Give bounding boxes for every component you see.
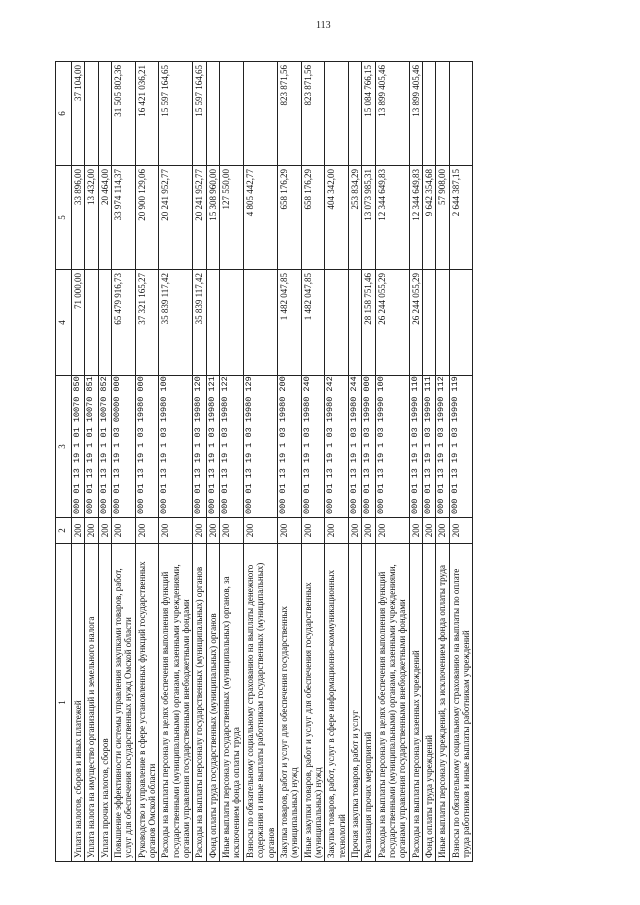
row-budget-code-cell: 000 01 13 19 1 03 19990 110 — [409, 376, 422, 518]
row-executed-cell: 9 642 354,68 — [422, 166, 435, 270]
row-executed-cell: 13 073 985,31 — [362, 166, 375, 270]
row-approved-cell: 1 482 047,85 — [301, 270, 325, 376]
table-row — [362, 62, 375, 862]
row-approved-cell — [85, 270, 98, 376]
row-executed-cell: 33 896,00 — [72, 166, 85, 270]
row-name-cell: Расходы на выплаты персоналу в целях обеспечения выполнения функций государственными (муниципальными) органами, казенными учреждениями, органами управления государственными внебюджетными фондами — [375, 544, 409, 862]
row-line-code-cell: 200 — [220, 518, 244, 544]
row-line-code-cell: 200 — [98, 518, 111, 544]
row-unexecuted-cell — [436, 62, 449, 166]
column-header: 6 — [56, 62, 72, 166]
row-approved-cell: 35 839 117,42 — [159, 270, 193, 376]
table-row — [436, 62, 449, 862]
row-name-cell: Иные выплаты персоналу государственных (муниципальных) органов, за исключением фонда оплаты труда — [220, 544, 244, 862]
row-approved-cell: 28 158 751,46 — [362, 270, 375, 376]
table-body — [72, 62, 473, 862]
row-line-code-cell: 200 — [85, 518, 98, 544]
row-line-code-cell: 200 — [301, 518, 325, 544]
row-name-cell: Иные выплаты персоналу учреждений, за исключением фонда оплаты труда — [436, 544, 449, 862]
table-row — [409, 62, 422, 862]
row-unexecuted-cell: 15 084 766,15 — [362, 62, 375, 166]
row-approved-cell — [220, 270, 244, 376]
header-row — [56, 62, 72, 862]
row-name-cell: Уплата прочих налогов, сборов — [98, 544, 111, 862]
table-row — [325, 62, 349, 862]
row-executed-cell: 12 344 649,83 — [375, 166, 409, 270]
table-row — [301, 62, 325, 862]
row-approved-cell — [325, 270, 349, 376]
table-row — [72, 62, 85, 862]
row-budget-code-cell: 000 01 13 19 1 03 19980 100 — [159, 376, 193, 518]
rotated-table-container — [55, 62, 575, 862]
row-name-cell: Иные закупки товаров, работ и услуг для обеспечения государственных (муниципальных) нужд — [301, 544, 325, 862]
row-line-code-cell: 200 — [112, 518, 136, 544]
row-name-cell: Руководство и управление в сфере установленных функций государственных органов Омской области — [135, 544, 159, 862]
row-approved-cell — [243, 270, 277, 376]
row-line-code-cell: 200 — [72, 518, 85, 544]
row-budget-code-cell: 000 01 13 19 1 01 10070 851 — [85, 376, 98, 518]
row-approved-cell — [449, 270, 473, 376]
row-line-code-cell: 200 — [243, 518, 277, 544]
row-executed-cell: 253 834,29 — [348, 166, 361, 270]
row-unexecuted-cell: 15 597 164,65 — [193, 62, 206, 166]
row-executed-cell: 20 241 952,77 — [159, 166, 193, 270]
row-unexecuted-cell — [85, 62, 98, 166]
row-name-cell: Расходы на выплаты персоналу в целях обеспечения выполнения функций государственными (муниципальными) органами, казенными учреждениями, органами управления государственными внебюджетными фондами — [159, 544, 193, 862]
row-line-code-cell: 200 — [135, 518, 159, 544]
row-executed-cell: 15 308 960,00 — [206, 166, 219, 270]
row-approved-cell — [98, 270, 111, 376]
row-approved-cell: 1 482 047,85 — [277, 270, 301, 376]
row-budget-code-cell: 000 01 13 19 1 03 19990 119 — [449, 376, 473, 518]
row-name-cell: Закупка товаров, работ, услуг в сфере информационно-коммуникационных технологий — [325, 544, 349, 862]
row-unexecuted-cell — [325, 62, 349, 166]
column-header: 4 — [56, 270, 72, 376]
row-name-cell: Повышение эффективности системы управления закупками товаров, работ, услуг для обеспечения государственных нужд Омской области — [112, 544, 136, 862]
row-approved-cell: 71 000,00 — [72, 270, 85, 376]
row-line-code-cell: 200 — [375, 518, 409, 544]
row-line-code-cell: 200 — [362, 518, 375, 544]
row-unexecuted-cell — [422, 62, 435, 166]
row-budget-code-cell: 000 01 13 19 1 03 00000 000 — [112, 376, 136, 518]
row-unexecuted-cell: 13 899 405,46 — [409, 62, 422, 166]
page-number: 113 — [316, 20, 331, 31]
row-unexecuted-cell — [206, 62, 219, 166]
row-approved-cell — [206, 270, 219, 376]
row-approved-cell — [436, 270, 449, 376]
row-approved-cell: 26 244 055,29 — [375, 270, 409, 376]
row-budget-code-cell: 000 01 13 19 1 03 19980 000 — [135, 376, 159, 518]
row-line-code-cell: 200 — [348, 518, 361, 544]
row-executed-cell: 404 342,00 — [325, 166, 349, 270]
row-unexecuted-cell — [449, 62, 473, 166]
table-row — [348, 62, 361, 862]
row-executed-cell: 33 974 114,37 — [112, 166, 136, 270]
budget-table — [55, 61, 473, 862]
row-unexecuted-cell: 16 421 036,21 — [135, 62, 159, 166]
table-row — [98, 62, 111, 862]
row-executed-cell: 57 908,00 — [436, 166, 449, 270]
row-budget-code-cell: 000 01 13 19 1 03 19980 240 — [301, 376, 325, 518]
column-header: 3 — [56, 376, 72, 518]
row-budget-code-cell: 000 01 13 19 1 03 19980 200 — [277, 376, 301, 518]
row-executed-cell: 658 176,29 — [301, 166, 325, 270]
row-unexecuted-cell — [348, 62, 361, 166]
row-approved-cell — [422, 270, 435, 376]
row-name-cell: Расходы на выплаты персоналу казенных учреждений — [409, 544, 422, 862]
table-header — [56, 62, 72, 862]
column-header: 2 — [56, 518, 72, 544]
table-row — [159, 62, 193, 862]
row-approved-cell: 35 839 117,42 — [193, 270, 206, 376]
row-executed-cell: 13 432,00 — [85, 166, 98, 270]
row-unexecuted-cell: 823 871,56 — [277, 62, 301, 166]
row-budget-code-cell: 000 01 13 19 1 03 19990 000 — [362, 376, 375, 518]
row-approved-cell: 37 321 165,27 — [135, 270, 159, 376]
table-row — [220, 62, 244, 862]
row-line-code-cell: 200 — [159, 518, 193, 544]
row-executed-cell: 4 805 442,77 — [243, 166, 277, 270]
row-unexecuted-cell — [98, 62, 111, 166]
row-name-cell: Расходы на выплаты персоналу государственных (муниципальных) органов — [193, 544, 206, 862]
row-budget-code-cell: 000 01 13 19 1 03 19990 111 — [422, 376, 435, 518]
row-unexecuted-cell: 15 597 164,65 — [159, 62, 193, 166]
row-line-code-cell: 200 — [325, 518, 349, 544]
row-name-cell: Фонд оплаты труда государственных (муниципальных) органов — [206, 544, 219, 862]
table-row — [112, 62, 136, 862]
row-budget-code-cell: 000 01 13 19 1 03 19980 129 — [243, 376, 277, 518]
row-name-cell: Закупка товаров, работ и услуг для обеспечения государственных (муниципальных) нужд — [277, 544, 301, 862]
row-unexecuted-cell — [220, 62, 244, 166]
row-approved-cell — [348, 270, 361, 376]
table-row — [375, 62, 409, 862]
row-line-code-cell: 200 — [193, 518, 206, 544]
row-name-cell: Реализация прочих мероприятий — [362, 544, 375, 862]
row-line-code-cell: 200 — [277, 518, 301, 544]
row-name-cell: Уплата налогов, сборов и иных платежей — [72, 544, 85, 862]
row-unexecuted-cell: 37 104,00 — [72, 62, 85, 166]
row-approved-cell: 26 244 055,29 — [409, 270, 422, 376]
row-line-code-cell: 200 — [449, 518, 473, 544]
row-executed-cell: 127 550,00 — [220, 166, 244, 270]
table-row — [193, 62, 206, 862]
table-row — [206, 62, 219, 862]
table-row — [449, 62, 473, 862]
row-budget-code-cell: 000 01 13 19 1 03 19980 122 — [220, 376, 244, 518]
column-header: 5 — [56, 166, 72, 270]
row-unexecuted-cell: 823 871,56 — [301, 62, 325, 166]
row-name-cell: Уплата налога на имущество организаций и земельного налога — [85, 544, 98, 862]
row-budget-code-cell: 000 01 13 19 1 03 19980 242 — [325, 376, 349, 518]
row-executed-cell: 20 241 952,77 — [193, 166, 206, 270]
table-row — [277, 62, 301, 862]
table-row — [422, 62, 435, 862]
row-line-code-cell: 200 — [409, 518, 422, 544]
row-budget-code-cell: 000 01 13 19 1 03 19980 244 — [348, 376, 361, 518]
table-row — [135, 62, 159, 862]
row-name-cell: Фонд оплаты труда учреждений — [422, 544, 435, 862]
row-approved-cell: 65 479 916,73 — [112, 270, 136, 376]
row-line-code-cell: 200 — [206, 518, 219, 544]
row-executed-cell: 2 644 387,15 — [449, 166, 473, 270]
row-budget-code-cell: 000 01 13 19 1 03 19980 120 — [193, 376, 206, 518]
column-header: 1 — [56, 544, 72, 862]
row-executed-cell: 20 900 129,06 — [135, 166, 159, 270]
row-budget-code-cell: 000 01 13 19 1 01 10070 850 — [72, 376, 85, 518]
row-unexecuted-cell — [243, 62, 277, 166]
row-executed-cell: 20 464,00 — [98, 166, 111, 270]
row-executed-cell: 12 344 649,83 — [409, 166, 422, 270]
row-budget-code-cell: 000 01 13 19 1 03 19990 100 — [375, 376, 409, 518]
table-row — [243, 62, 277, 862]
row-executed-cell: 658 176,29 — [277, 166, 301, 270]
row-unexecuted-cell: 31 505 802,36 — [112, 62, 136, 166]
row-name-cell: Прочая закупка товаров, работ и услуг — [348, 544, 361, 862]
row-line-code-cell: 200 — [422, 518, 435, 544]
row-unexecuted-cell: 13 899 405,46 — [375, 62, 409, 166]
row-name-cell: Взносы по обязательному социальному страхованию на выплаты денежного содержания и иные выплаты работникам государственных (муниципальных) органов — [243, 544, 277, 862]
row-name-cell: Взносы по обязательному социальному страхованию на выплаты по оплате труда работников и иные выплаты работникам учреждений — [449, 544, 473, 862]
row-budget-code-cell: 000 01 13 19 1 03 19980 121 — [206, 376, 219, 518]
row-line-code-cell: 200 — [436, 518, 449, 544]
row-budget-code-cell: 000 01 13 19 1 01 10070 852 — [98, 376, 111, 518]
table-row — [85, 62, 98, 862]
row-budget-code-cell: 000 01 13 19 1 03 19990 112 — [436, 376, 449, 518]
